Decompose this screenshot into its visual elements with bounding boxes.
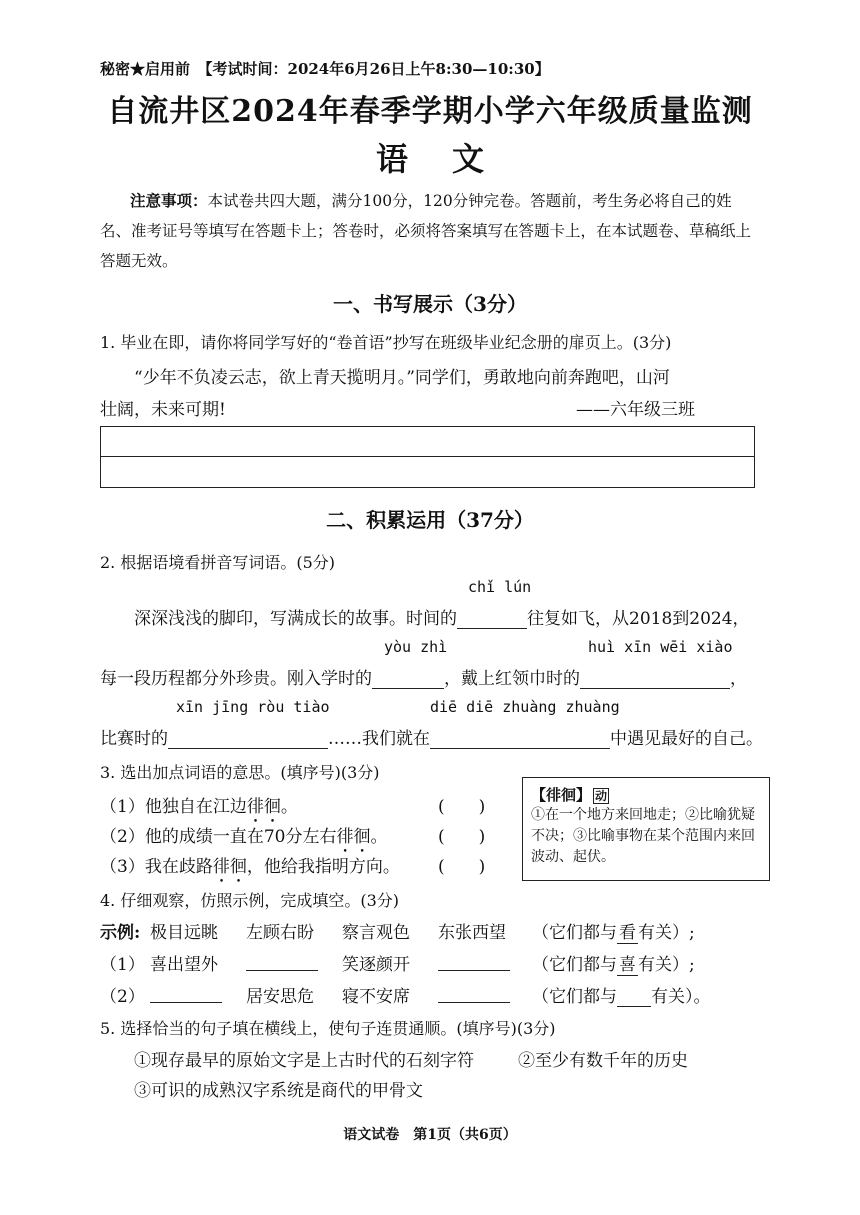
q2-line2-b: ，戴上红领巾时的: [444, 669, 580, 689]
dictionary-word: 【徘徊】: [531, 786, 592, 804]
q4-row2-note: [532, 982, 711, 1007]
blank-xinjingroutiao[interactable]: [168, 730, 328, 749]
q4-row2-label: （2）: [100, 987, 145, 1007]
q3-answer-1[interactable]: ( ): [438, 797, 486, 817]
q3-item-1-pre: （1）他独自在江边: [100, 797, 247, 817]
q4-row2-blank2[interactable]: [438, 984, 510, 1003]
q4-example-word-1: 极目远眺: [150, 923, 218, 943]
q4-row1-label: （1）: [100, 955, 145, 975]
writing-box[interactable]: [100, 426, 755, 488]
q4-row1-blank2[interactable]: [438, 952, 510, 971]
q4-row2-word2: 居安思危: [246, 987, 314, 1007]
quote-line1: “少年不负凌云志，欲上青天揽明月。”同学们，勇敢地向前奔跑吧，山河: [134, 368, 670, 388]
q4-example-label: 示例:: [100, 923, 141, 943]
q2-line1-a: 深深浅浅的脚印，写满成长的故事。时间的: [134, 609, 457, 629]
q4-row2-blank1[interactable]: [150, 984, 222, 1003]
q4-row1-note-a: （它们都与: [532, 955, 617, 975]
q2-line3: [100, 724, 763, 749]
q2-line3-c: 中遇见最好的自己。: [610, 729, 763, 749]
blank-huixinweixiao[interactable]: [580, 670, 730, 689]
q3-answer-3[interactable]: ( ): [438, 857, 486, 877]
subject-title: 语文: [375, 140, 528, 178]
q2-line3-b: ……我们就在: [328, 729, 430, 749]
question-5: 5. 选择恰当的句子填在横线上，使句子连贯通顺。(填序号)(3分): [100, 1019, 556, 1038]
q2-line3-a: 比赛时的: [100, 729, 168, 749]
dictionary-box: [522, 777, 770, 881]
q4-row1-word3: 笑逐颜开: [342, 955, 410, 975]
pinyin-chilun: chǐ lún: [468, 578, 532, 596]
q5-option-1: ①现存最早的原始文字是上古时代的石刻字符: [134, 1051, 474, 1071]
blank-youzhi[interactable]: [372, 670, 444, 689]
quote-line2: 壮阔，未来可期!: [100, 400, 226, 420]
blank-chilun[interactable]: [457, 610, 527, 629]
q4-example-note-key: 看: [619, 923, 636, 943]
q3-item-3-post: ，他给我指明方向。: [246, 857, 400, 877]
dictionary-head: [531, 784, 761, 805]
q4-example-word-2: 左顾右盼: [246, 923, 314, 943]
q5-option-3: ③可识的成熟汉字系统是商代的甲骨文: [134, 1081, 423, 1101]
q4-row1-blank[interactable]: [246, 952, 318, 971]
dictionary-pos-tag: 动: [595, 789, 608, 803]
exam-title: 自流井区2024年春季学期小学六年级质量监测: [107, 94, 753, 129]
q3-item-2-pre: （2）他的成绩一直在70分左右: [100, 827, 337, 847]
q2-line2-a: 每一段历程都分外珍贵。刚入学时的: [100, 669, 372, 689]
notice-label: 注意事项：: [130, 191, 208, 210]
q4-row2-note-a: （它们都与: [532, 987, 617, 1007]
q2-line1: [134, 604, 750, 629]
q4-example-word-3: 察言观色: [342, 923, 410, 943]
pinyin-youzhi: yòu zhì: [384, 638, 448, 656]
q4-row1-note-key: 喜: [619, 955, 636, 975]
q3-item-3-pre: （3）我在歧路: [100, 857, 213, 877]
notice-text: 本试卷共四大题，满分100分，120分钟完卷。答题前，考生务必将自己的姓名、准考证号等填写在答题卡上；答卷时，必须将答案填写在答题卡上，在本试题卷、草稿纸上答题无效。: [100, 192, 752, 270]
q3-item-2-post: 。: [370, 827, 388, 847]
q3-item-1-post: 。: [280, 797, 298, 817]
q3-item-1-word: 徘徊: [246, 797, 281, 817]
q4-row1-note-b: 有关）;: [638, 955, 695, 975]
writing-box-divider: [101, 456, 754, 457]
q4-example-word-4: 东张西望: [438, 923, 506, 943]
blank-diediezhuangzhuang[interactable]: [430, 730, 610, 749]
q4-row1-word1: 喜出望外: [150, 955, 218, 975]
q4-row2-word3: 寝不安席: [342, 987, 410, 1007]
question-2: 2. 根据语境看拼音写词语。(5分): [100, 553, 336, 572]
pinyin-diediezhuangzhuang: diē diē zhuàng zhuàng: [430, 698, 620, 716]
question-4: 4. 仔细观察，仿照示例，完成填空。(3分): [100, 891, 400, 910]
q4-example-note-a: （它们都与: [532, 923, 617, 943]
question-3: 3. 选出加点词语的意思。(填序号)(3分): [100, 763, 380, 782]
q3-item-2-word: 徘徊: [336, 827, 371, 847]
section2-title: 二、积累运用（37分）: [326, 508, 534, 532]
q4-row2-note-b: 有关）。: [651, 987, 711, 1007]
q2-line1-b: 往复如飞，从2018到2024，: [527, 609, 750, 629]
pinyin-huixinweixiao: huì xīn wēi xiào: [588, 638, 733, 656]
pinyin-xinjingroutiao: xīn jīng ròu tiào: [176, 698, 330, 716]
q3-answer-2[interactable]: ( ): [438, 827, 486, 847]
q4-row2-note-blank[interactable]: [617, 988, 651, 1007]
notice: [100, 186, 760, 276]
q2-line2: [100, 664, 747, 689]
question-1: 1. 毕业在即，请你将同学写好的“卷首语”抄写在班级毕业纪念册的扉页上。(3分): [100, 333, 672, 352]
q3-item-3-word: 徘徊: [212, 857, 247, 877]
q4-example-note: [532, 918, 695, 943]
dictionary-body: ①在一个地方来回地走；②比喻犹疑不决；③比喻事物在某个范围内来回波动、起伏。: [531, 807, 755, 865]
q2-line2-c: ，: [730, 669, 747, 689]
quote-signature: ——六年级三班: [576, 400, 695, 420]
q3-item-3: [100, 852, 400, 887]
q4-row1-note: [532, 950, 695, 975]
page-footer: 语文试卷 第1页（共6页）: [343, 1127, 517, 1143]
secret-line: 秘密★启用前 【考试时间：2024年6月26日上午8:30—10:30】: [100, 60, 550, 78]
q5-option-2: ②至少有数千年的历史: [518, 1051, 688, 1071]
q4-example-note-b: 有关）;: [638, 923, 695, 943]
section1-title: 一、书写展示（3分）: [333, 292, 527, 316]
